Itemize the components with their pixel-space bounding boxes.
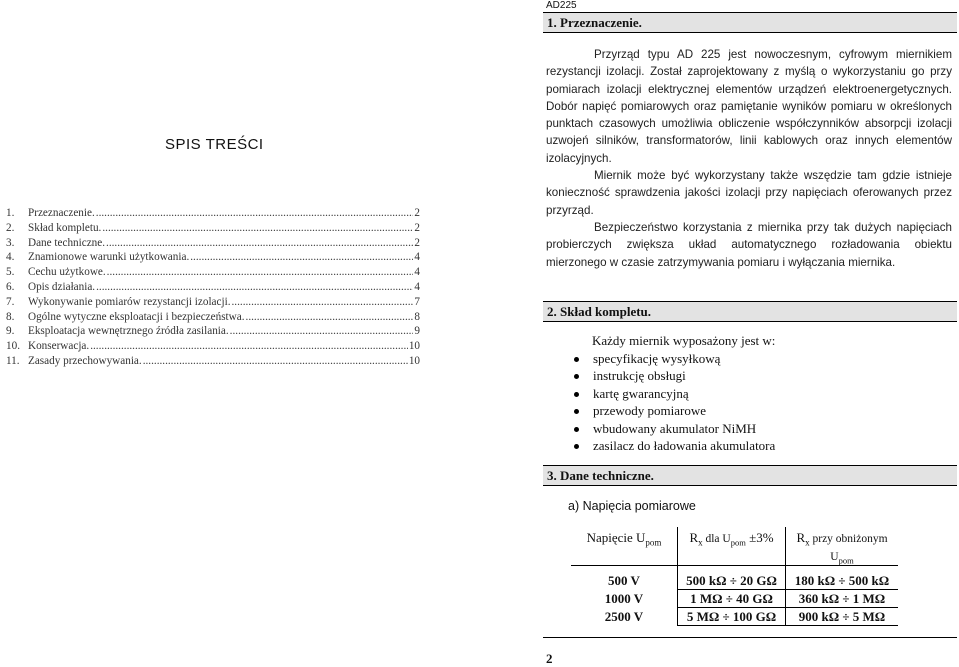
- toc-leader: [190, 251, 413, 263]
- section-heading-bar: [543, 13, 957, 32]
- paragraph: Miernik może być wykorzystany także wszędzie tam gdzie istnieje konieczność sprawdzenia jakości izolacji przy napięciach oferowanych przez przyrząd.: [546, 169, 952, 217]
- toc-entry[interactable]: 6. Opis działania. ..... 4: [6, 281, 420, 296]
- toc-entry[interactable]: 7. Wykonywanie pomiarów rezystancji izolacji. ..... 7: [6, 296, 420, 311]
- voltage-table: [571, 527, 898, 626]
- col-header-reduced-range: $R_x$ przy obniżonym $U_{pom}$: [786, 527, 899, 566]
- toc-leader: [106, 237, 413, 249]
- col-header-voltage: Napięcie $U_{pom}$: [571, 527, 678, 566]
- toc-leader: [90, 340, 408, 352]
- kit-item: instrukcję obsługi: [572, 367, 775, 384]
- toc-entry[interactable]: 10. Konserwacja. ..... 10: [6, 340, 420, 355]
- toc-entry[interactable]: 2. Skład kompletu. ..... 2: [6, 222, 420, 237]
- toc-entry[interactable]: 1. Przeznaczenie. ..... 2: [6, 207, 420, 222]
- section-divider: [543, 321, 957, 322]
- kit-item: zasilacz do ładowania akumulatora: [572, 437, 775, 454]
- toc-entry[interactable]: 8. Ogólne wytyczne eksploatacji i bezpieczeństwa. ..... 8: [6, 311, 420, 326]
- paragraph: Bezpieczeństwo korzystania z miernika przy tak dużych napięciach probierczych zwiększa układ automatycznego rozładowania obiektu mierzonego w czasie zatrzymywania pomiaru i wyłączania miernika.: [546, 220, 952, 269]
- kit-item: przewody pomiarowe: [572, 402, 775, 419]
- toc-entry[interactable]: 11. Zasady przechowywania. ..... 10: [6, 355, 420, 370]
- section-1-body: [546, 46, 952, 271]
- section-1-heading: 1. Przeznaczenie.: [547, 15, 642, 30]
- paragraph: Przyrząd typu AD 225 jest nowoczesnym, cyfrowym miernikiem rezystancji izolacji. Został zaprojektowany z myślą o wykorzystaniu go przy pomiarach izolacji elektrycznej elementów urządzeń elektroenergetycznych. Dobór napięć pomiarowych oraz pamiętanie wyników pomiaru w określonych punktach czasowych umożliwia obliczenie współczynników absorpcji izolacji uzwojeń silników, transformatorów, linii kablowych oraz innych elementów izolacyjnych.: [546, 48, 952, 165]
- toc-entry[interactable]: 9. Eksploatacja wewnętrznego źródła zasilania. ..... 9: [6, 325, 420, 340]
- toc-leader: [230, 325, 414, 337]
- section-heading-bar: [543, 302, 957, 321]
- subsection-a-heading: a) Napięcia pomiarowe: [568, 499, 696, 513]
- toc-leader: [143, 355, 408, 367]
- kit-item: kartę gwarancyjną: [572, 385, 775, 402]
- kit-list: [572, 350, 775, 454]
- kit-item: specyfikację wysyłkową: [572, 350, 775, 367]
- toc-leader: [96, 281, 413, 293]
- section-divider: [543, 485, 957, 486]
- section-2-heading: 2. Skład kompletu.: [547, 304, 652, 319]
- toc-leader: [107, 266, 414, 278]
- toc-leader: [102, 222, 413, 234]
- document-code: AD225: [546, 0, 577, 11]
- table-row: 1000 V 1 MΩ ÷ 40 GΩ 360 kΩ ÷ 1 MΩ: [571, 590, 898, 608]
- kit-item: wbudowany akumulator NiMH: [572, 420, 775, 437]
- toc-entry[interactable]: 4. Znamionowe warunki użytkowania. ..... 4: [6, 251, 420, 266]
- toc-leader: [232, 296, 414, 308]
- section-heading-bar: [543, 466, 957, 485]
- toc-list: [6, 207, 420, 370]
- toc-title: SPIS TREŚCI: [165, 136, 264, 153]
- section-divider: [543, 32, 957, 33]
- toc-leader: [96, 207, 414, 219]
- table-row: 2500 V 5 MΩ ÷ 100 GΩ 900 kΩ ÷ 5 MΩ: [571, 608, 898, 626]
- kit-intro: Każdy miernik wyposażony jest w:: [592, 333, 776, 348]
- page-number: 2: [546, 651, 553, 666]
- toc-leader: [246, 311, 414, 323]
- col-header-range: $R_x$ dla $U_{pom} \pm 3\%$: [678, 527, 786, 566]
- section-3-heading: 3. Dane techniczne.: [547, 468, 654, 483]
- toc-entry[interactable]: 5. Cechu użytkowe. ..... 4: [6, 266, 420, 281]
- toc-entry[interactable]: 3. Dane techniczne. ..... 2: [6, 237, 420, 252]
- footer-divider: [543, 637, 957, 638]
- table-row: 500 V 500 kΩ ÷ 20 GΩ 180 kΩ ÷ 500 kΩ: [571, 566, 898, 590]
